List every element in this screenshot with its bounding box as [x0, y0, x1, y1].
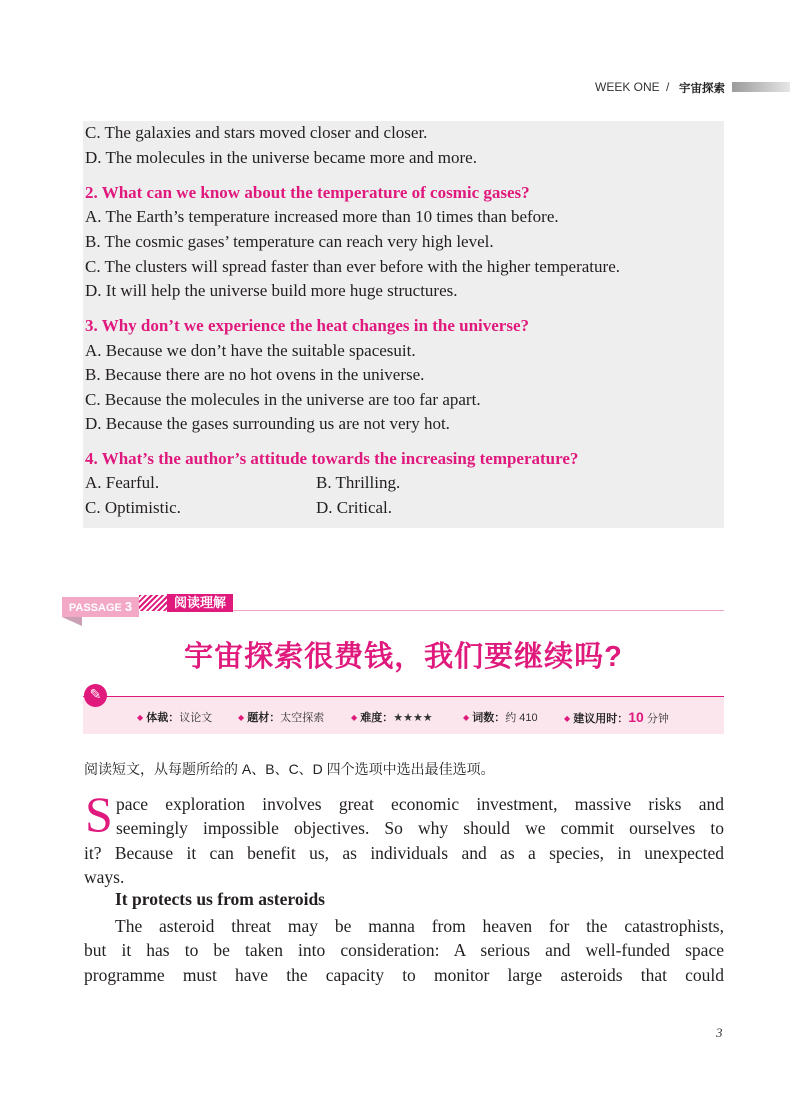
info-genre-value: 议论文 [179, 712, 213, 724]
question-1-option-c: C. The galaxies and stars moved closer and closer. [85, 123, 428, 142]
question-1-option-d: D. The molecules in the universe became more and more. [85, 148, 477, 167]
info-suggested-time-unit: 分钟 [646, 713, 669, 725]
bullet-icon: ◆ [238, 713, 245, 722]
info-word-count [463, 709, 538, 725]
running-header-gradient-bar [732, 82, 790, 92]
passage-line: it? Because it can benefit us, as individuals and as a species, in unexpected [84, 843, 724, 863]
info-theme [238, 709, 324, 725]
running-header-topic: 宇宙探索 [679, 83, 725, 95]
passage-line: pace exploration involves great economic investment, massive risks and [116, 794, 724, 814]
bullet-icon: ◆ [564, 714, 571, 723]
passage-line: seemingly impossible objectives. So why should we commit ourselves to [116, 818, 724, 838]
info-suggested-time-label: 建议用时： [573, 713, 629, 725]
passage-badge-word: PASSAGE [68, 602, 122, 614]
info-word-count-value: 约 410 [505, 712, 538, 724]
running-header [560, 80, 790, 94]
info-genre-label: 体裁： [146, 712, 180, 724]
passage-line: but it has to be taken into consideration: A serious and well-funded space [84, 940, 724, 960]
question-2-option-c: C. The clusters will spread faster than ever before with the higher temperature. [85, 257, 620, 276]
info-theme-value: 太空探索 [280, 712, 325, 724]
drop-cap: S [85, 786, 113, 842]
info-word-count-label: 词数： [472, 712, 506, 724]
passage-title: 宇宙探索很费钱，我们要继续吗? [184, 641, 623, 673]
question-3-stem: 3. Why don’t we experience the heat changes in the universe? [85, 316, 530, 335]
question-2-option-d: D. It will help the universe build more huge structures. [85, 281, 458, 300]
passage-line: The asteroid threat may be manna from heaven for the catastrophists, [115, 916, 724, 936]
passage-line: programme must have the capacity to monitor large asteroids that could [84, 965, 724, 985]
page-number: 3 [716, 1025, 723, 1040]
question-4-option-b: B. Thrilling. [316, 473, 401, 492]
question-3-option-b: B. Because there are no hot ovens in the universe. [85, 365, 425, 384]
reading-instruction: 阅读短文，从每题所给的 A、B、C、D 四个选项中选出最佳选项。 [84, 761, 495, 777]
bullet-icon: ◆ [463, 713, 470, 722]
pen-icon: ✎ [84, 684, 107, 707]
question-4-option-d: D. Critical. [316, 498, 393, 517]
info-suggested-time [564, 709, 669, 726]
question-3-option-c: C. Because the molecules in the universe are too far apart. [85, 390, 481, 409]
passage-badge [62, 597, 139, 617]
question-2-option-b: B. The cosmic gases’ temperature can reach very high level. [85, 232, 494, 251]
passage-line: ways. [84, 867, 125, 887]
section-tag: 阅读理解 [167, 594, 233, 612]
question-3-option-d: D. Because the gases surrounding us are not very hot. [85, 414, 450, 433]
running-header-week: WEEK ONE [595, 80, 660, 94]
section-heading: It protects us from asteroids [115, 889, 325, 909]
passage-badge-fold [62, 617, 82, 626]
info-theme-label: 题材： [247, 712, 281, 724]
bullet-icon: ◆ [351, 713, 358, 722]
passage-badge-number: 3 [124, 599, 133, 614]
info-bar-rule [83, 696, 724, 697]
passage-banner-stripes [139, 595, 167, 611]
info-difficulty-stars: ★★★★ [393, 712, 433, 724]
info-suggested-time-value: 10 [628, 709, 644, 725]
question-4-option-c: C. Optimistic. [85, 498, 181, 517]
bullet-icon: ◆ [137, 713, 144, 722]
question-4-option-a: A. Fearful. [85, 473, 160, 492]
question-2-option-a: A. The Earth’s temperature increased more than 10 times than before. [85, 207, 559, 226]
info-genre [137, 709, 212, 725]
question-2-stem: 2. What can we know about the temperature of cosmic gases? [85, 183, 530, 202]
info-difficulty-label: 难度： [360, 712, 394, 724]
question-4-stem: 4. What’s the author’s attitude towards the increasing temperature? [85, 449, 579, 468]
question-3-option-a: A. Because we don’t have the suitable spacesuit. [85, 341, 416, 360]
questions-box [83, 121, 724, 528]
running-header-separator: / [666, 80, 670, 94]
info-difficulty [351, 709, 433, 725]
